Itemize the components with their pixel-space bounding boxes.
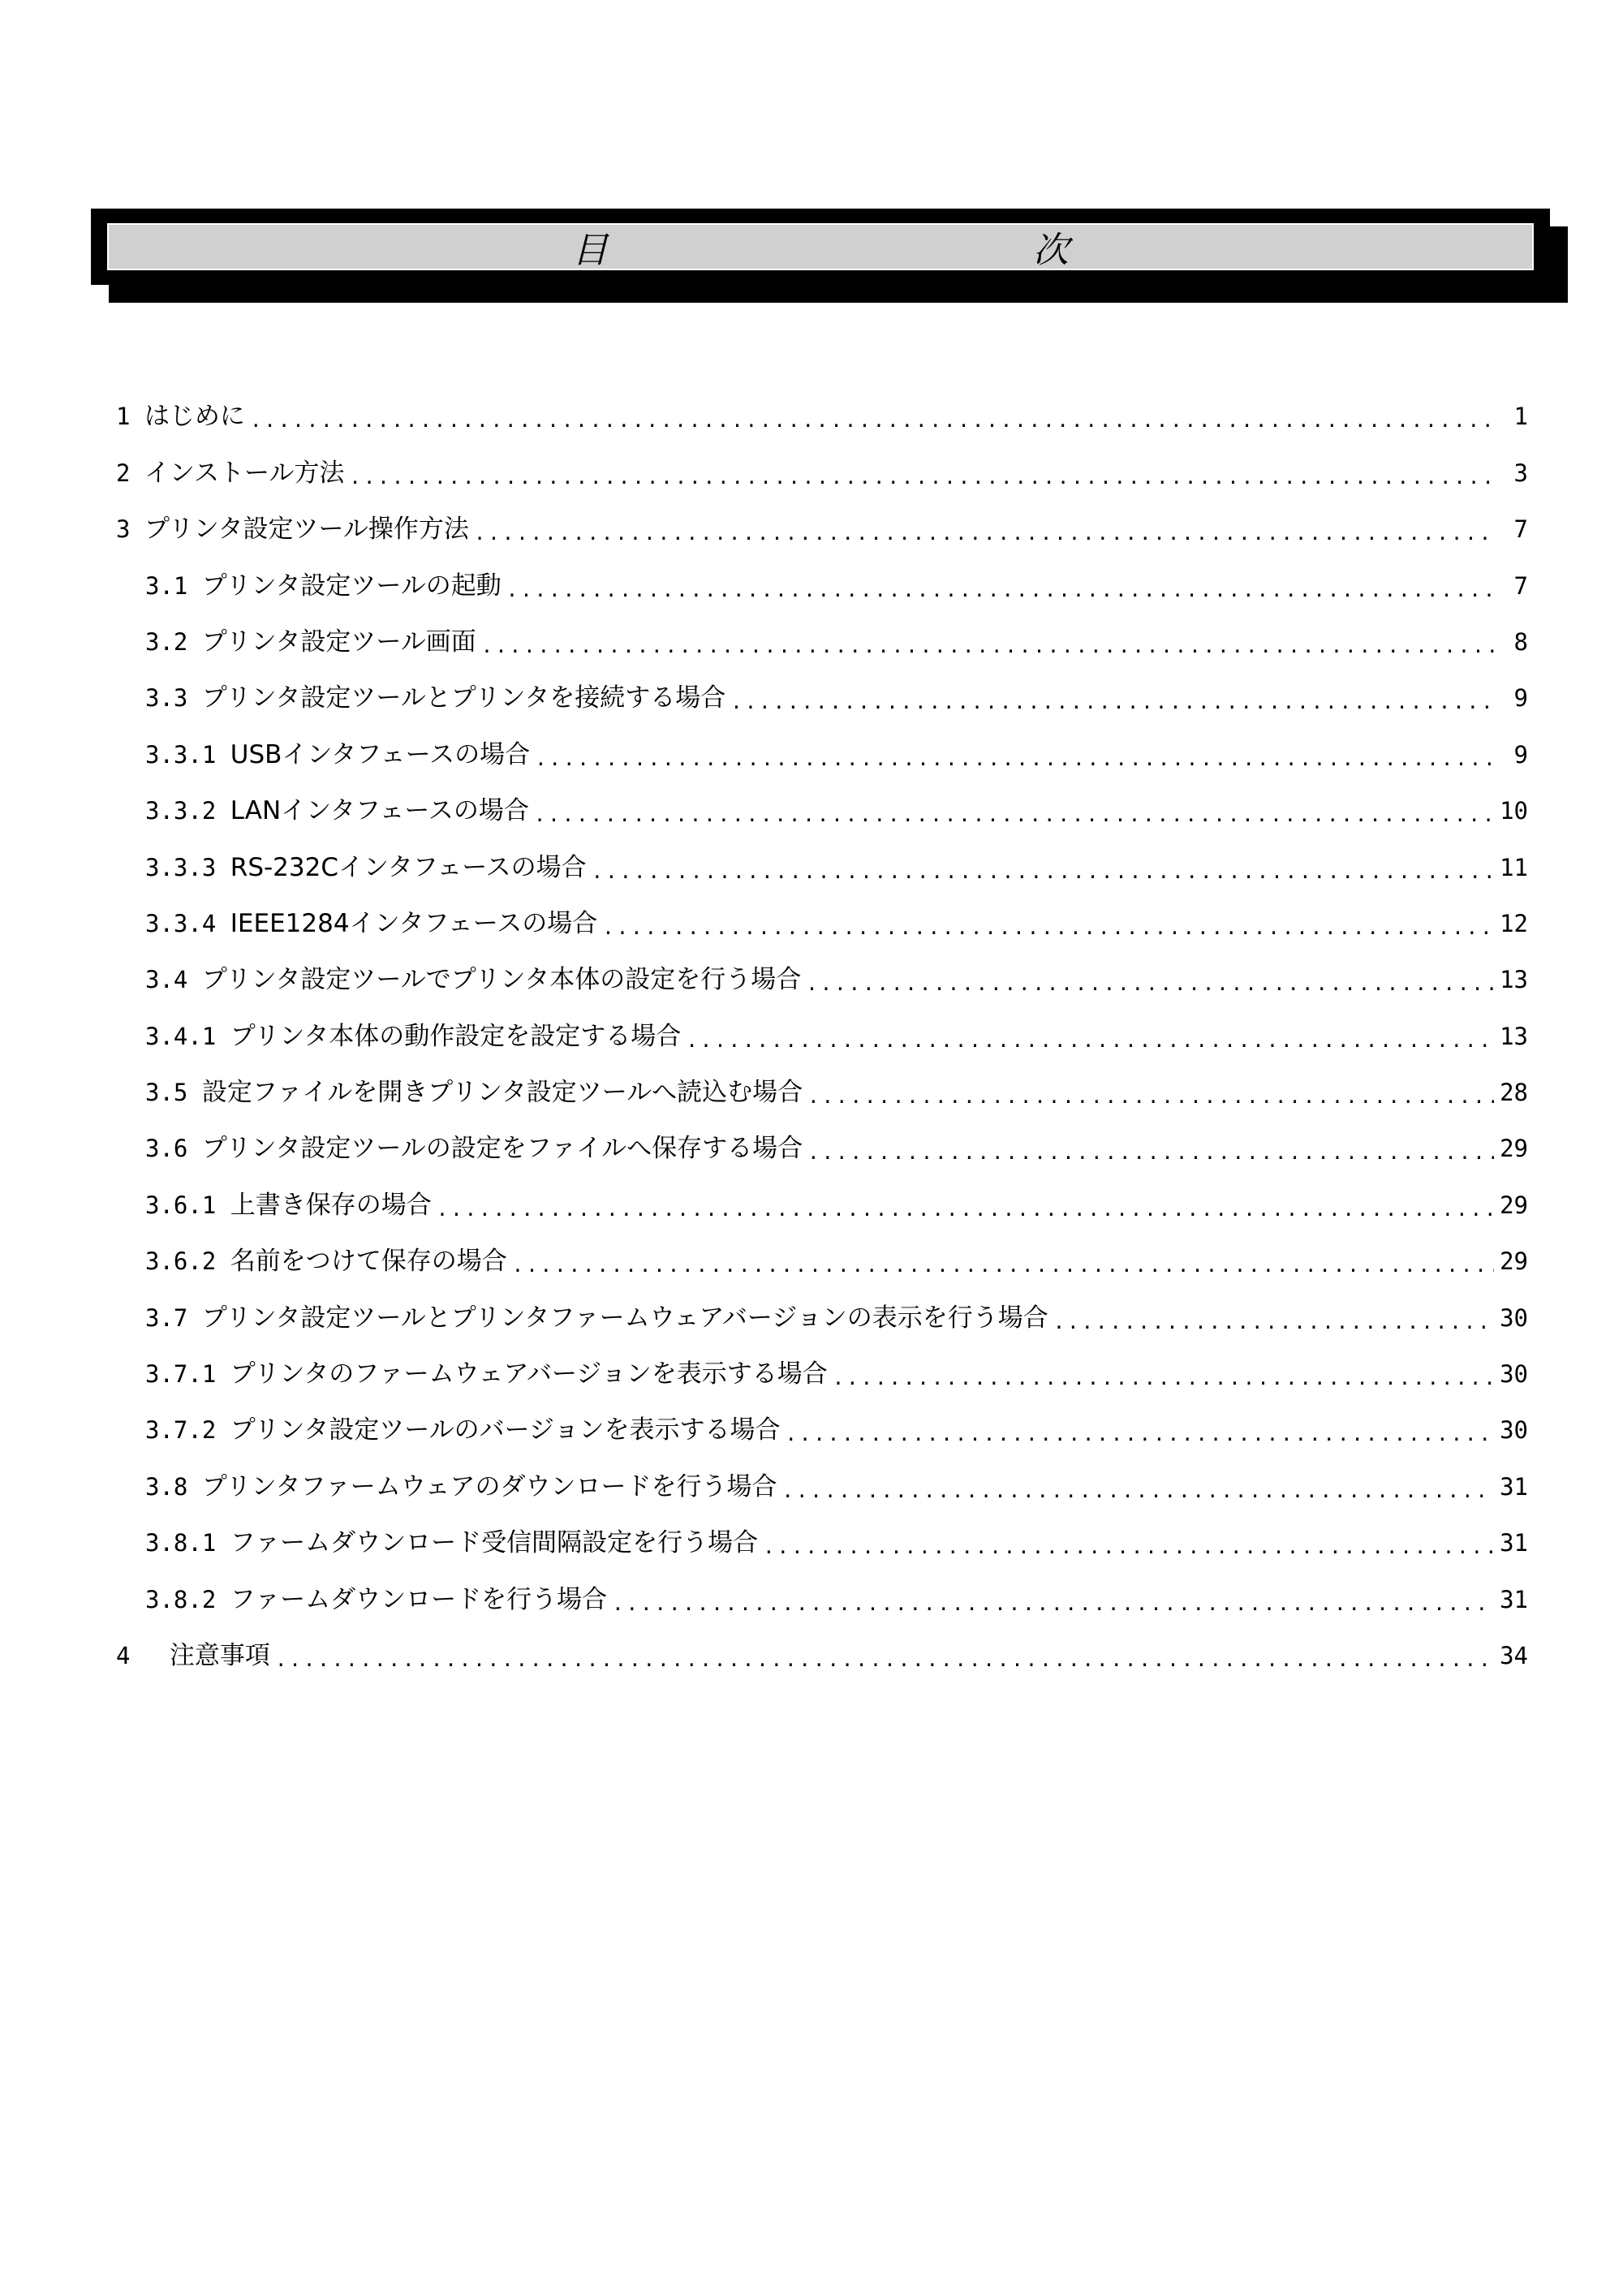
toc-entry-spacer (216, 1189, 230, 1221)
toc-entry[interactable] (116, 1566, 1528, 1622)
toc-entry-page-number: 7 (1513, 571, 1528, 600)
toc-entry-page-number: 3 (1513, 459, 1528, 487)
toc-entry[interactable] (116, 778, 1528, 834)
toc-dot-leader (686, 1028, 1494, 1053)
toc-entry-label: プリンタファームウェアのダウンロードを行う場合 (201, 1471, 777, 1501)
toc-entry-spacer (216, 1358, 230, 1390)
toc-entry-label: インストール方法 (144, 458, 345, 488)
toc-entry-spacer (216, 1583, 230, 1616)
toc-entry-spacer (216, 739, 230, 771)
toc-dot-leader (730, 690, 1494, 714)
toc-entry-spacer (187, 1132, 201, 1165)
toc-entry-number: 1 (116, 403, 131, 431)
toc-entry-page-number: 29 (1500, 1191, 1528, 1219)
toc-entry-number: 3.3.1 (145, 740, 217, 769)
toc-entry-spacer (130, 1639, 144, 1672)
toc-entry[interactable] (116, 1622, 1528, 1678)
toc-dot-leader (602, 915, 1494, 940)
toc-entry[interactable] (116, 665, 1528, 721)
toc-entry-label: プリンタ設定ツールの起動 (201, 571, 502, 601)
toc-entry-page-number: 13 (1500, 966, 1528, 994)
toc-entry[interactable] (116, 1228, 1528, 1284)
toc-entry-number: 3.6 (145, 1135, 188, 1163)
toc-entry-spacer (216, 851, 230, 884)
toc-dot-leader (275, 1648, 1494, 1672)
toc-dot-leader (481, 634, 1494, 658)
toc-dot-leader (534, 803, 1494, 827)
toc-dot-leader (474, 521, 1494, 545)
toc-entry-page-number: 34 (1500, 1641, 1528, 1669)
toc-entry-page-number: 1 (1513, 403, 1528, 431)
toc-entry-number: 3.8.2 (145, 1585, 217, 1613)
toc-entry-number: 3.5 (145, 1079, 188, 1107)
toc-entry[interactable] (116, 439, 1528, 495)
toc-entry-spacer (187, 626, 201, 658)
toc-entry[interactable] (116, 890, 1528, 946)
toc-entry-page-number: 30 (1500, 1360, 1528, 1389)
toc-entry-number: 3.6.2 (145, 1247, 217, 1276)
toc-entry-label: プリンタのファームウェアバージョンを表示する場合 (230, 1359, 828, 1389)
toc-entry-number: 3.7.2 (145, 1416, 217, 1445)
toc-dot-leader (349, 465, 1494, 489)
toc-entry-spacer (216, 795, 230, 827)
toc-entry-number: 3.4.1 (145, 1022, 217, 1050)
table-of-contents (116, 383, 1528, 1678)
toc-entry-label: プリンタ設定ツールとプリンタを接続する場合 (201, 683, 726, 713)
toc-entry[interactable] (116, 721, 1528, 777)
toc-entry-label: ファームダウンロードを行う場合 (230, 1584, 608, 1614)
toc-entry-label: IEEE1284インタフェースの場合 (230, 908, 598, 938)
toc-entry-number: 3.7.1 (145, 1360, 217, 1389)
toc-entry[interactable] (116, 609, 1528, 665)
toc-dot-leader (785, 1422, 1494, 1446)
toc-entry-page-number: 10 (1500, 797, 1528, 825)
toc-entry-page-number: 30 (1500, 1303, 1528, 1332)
toc-dot-leader (592, 859, 1494, 884)
toc-entry[interactable] (116, 834, 1528, 890)
toc-entry-page-number: 13 (1500, 1022, 1528, 1050)
toc-entry-page-number: 12 (1500, 909, 1528, 937)
toc-entry-label: LANインタフェースの場合 (230, 796, 529, 826)
toc-dot-leader (833, 1366, 1494, 1390)
toc-entry-page-number: 28 (1500, 1079, 1528, 1107)
toc-entry-spacer (187, 1471, 201, 1503)
title-banner-border (91, 209, 1550, 285)
page-title: 目 次 (572, 230, 1264, 271)
toc-entry[interactable] (116, 1002, 1528, 1058)
toc-entry-number: 3.8 (145, 1472, 188, 1501)
toc-dot-leader (506, 578, 1494, 602)
toc-title-banner (91, 209, 1550, 285)
toc-entry-number: 3.7 (145, 1303, 188, 1332)
toc-entry-number: 3.2 (145, 627, 188, 656)
toc-entry-number: 3.6.1 (145, 1191, 217, 1219)
toc-entry-spacer (130, 457, 144, 489)
toc-dot-leader (782, 1479, 1494, 1503)
toc-entry-label: はじめに (144, 402, 245, 432)
toc-entry-number: 3 (116, 515, 131, 544)
toc-entry-page-number: 31 (1500, 1585, 1528, 1613)
toc-entry[interactable] (116, 1510, 1528, 1566)
toc-entry-label: プリンタ設定ツールの設定をファイルへ保存する場合 (201, 1134, 803, 1164)
toc-entry[interactable] (116, 1171, 1528, 1227)
toc-entry-page-number: 7 (1513, 515, 1528, 544)
toc-entry-page-number: 31 (1500, 1529, 1528, 1557)
toc-entry-label: プリンタ設定ツール操作方法 (144, 515, 469, 545)
toc-dot-leader (806, 971, 1494, 996)
toc-entry-number: 3.3 (145, 684, 188, 713)
toc-dot-leader (512, 1253, 1494, 1277)
toc-entry-page-number: 8 (1513, 627, 1528, 656)
toc-entry[interactable] (116, 496, 1528, 552)
toc-entry[interactable] (116, 1059, 1528, 1115)
toc-entry-spacer (216, 907, 230, 940)
toc-entry-number: 3.3.4 (145, 909, 217, 937)
toc-entry-number: 3.1 (145, 571, 188, 600)
toc-entry-spacer (216, 1020, 230, 1053)
toc-entry-spacer (187, 963, 201, 996)
toc-entry[interactable] (116, 1341, 1528, 1397)
title-banner-inner (107, 223, 1534, 270)
toc-entry-spacer (216, 1527, 230, 1559)
toc-entry-label: プリンタ設定ツールでプリンタ本体の設定を行う場合 (201, 965, 802, 995)
toc-entry[interactable] (116, 1284, 1528, 1340)
toc-entry[interactable] (116, 552, 1528, 608)
toc-dot-leader (807, 1084, 1494, 1109)
toc-entry-page-number: 29 (1500, 1135, 1528, 1163)
toc-entry-label: 注意事項 (144, 1640, 270, 1670)
toc-entry[interactable] (116, 1115, 1528, 1171)
toc-entry-page-number: 9 (1513, 684, 1528, 713)
toc-entry-spacer (216, 1414, 230, 1446)
toc-entry-page-number: 29 (1500, 1247, 1528, 1276)
toc-entry-number: 3.8.1 (145, 1529, 217, 1557)
toc-entry-spacer (187, 682, 201, 714)
toc-dot-leader (612, 1592, 1494, 1616)
toc-entry-label: プリンタ設定ツール画面 (201, 627, 476, 657)
toc-entry-spacer (130, 400, 144, 433)
toc-entry-label: 名前をつけて保存の場合 (230, 1247, 507, 1277)
toc-entry-spacer (216, 1245, 230, 1277)
toc-entry-label: USBインタフェースの場合 (230, 739, 531, 769)
toc-entry-label: プリンタ設定ツールとプリンタファームウェアバージョンの表示を行う場合 (201, 1303, 1048, 1333)
toc-entry-label: RS-232Cインタフェースの場合 (230, 852, 587, 882)
toc-entry-spacer (130, 513, 144, 545)
toc-entry-number: 4 (116, 1641, 131, 1669)
toc-dot-leader (535, 747, 1494, 771)
toc-entry-number: 3.4 (145, 966, 188, 994)
toc-entry-label: ファームダウンロード受信間隔設定を行う場合 (230, 1528, 759, 1558)
toc-entry[interactable] (116, 1397, 1528, 1453)
toc-entry-number: 3.3.2 (145, 797, 217, 825)
toc-entry[interactable] (116, 383, 1528, 439)
toc-entry-spacer (187, 570, 201, 602)
toc-entry[interactable] (116, 946, 1528, 1002)
toc-dot-leader (763, 1535, 1494, 1559)
toc-entry-label: プリンタ設定ツールのバージョンを表示する場合 (230, 1415, 781, 1445)
toc-dot-leader (807, 1140, 1494, 1165)
toc-entry-page-number: 30 (1500, 1416, 1528, 1445)
toc-dot-leader (250, 408, 1494, 433)
toc-entry-label: プリンタ本体の動作設定を設定する場合 (230, 1021, 682, 1051)
toc-dot-leader (1053, 1310, 1494, 1334)
toc-entry-label: 設定ファイルを開きプリンタ設定ツールへ読込む場合 (201, 1078, 803, 1108)
toc-entry[interactable] (116, 1453, 1528, 1509)
toc-entry-spacer (187, 1076, 201, 1109)
toc-entry-label: 上書き保存の場合 (230, 1190, 432, 1220)
toc-entry-number: 3.3.3 (145, 853, 217, 881)
toc-entry-page-number: 31 (1500, 1472, 1528, 1501)
toc-entry-page-number: 11 (1500, 853, 1528, 881)
toc-entry-page-number: 9 (1513, 740, 1528, 769)
toc-entry-number: 2 (116, 459, 131, 487)
toc-dot-leader (437, 1197, 1494, 1221)
toc-entry-spacer (187, 1302, 201, 1334)
